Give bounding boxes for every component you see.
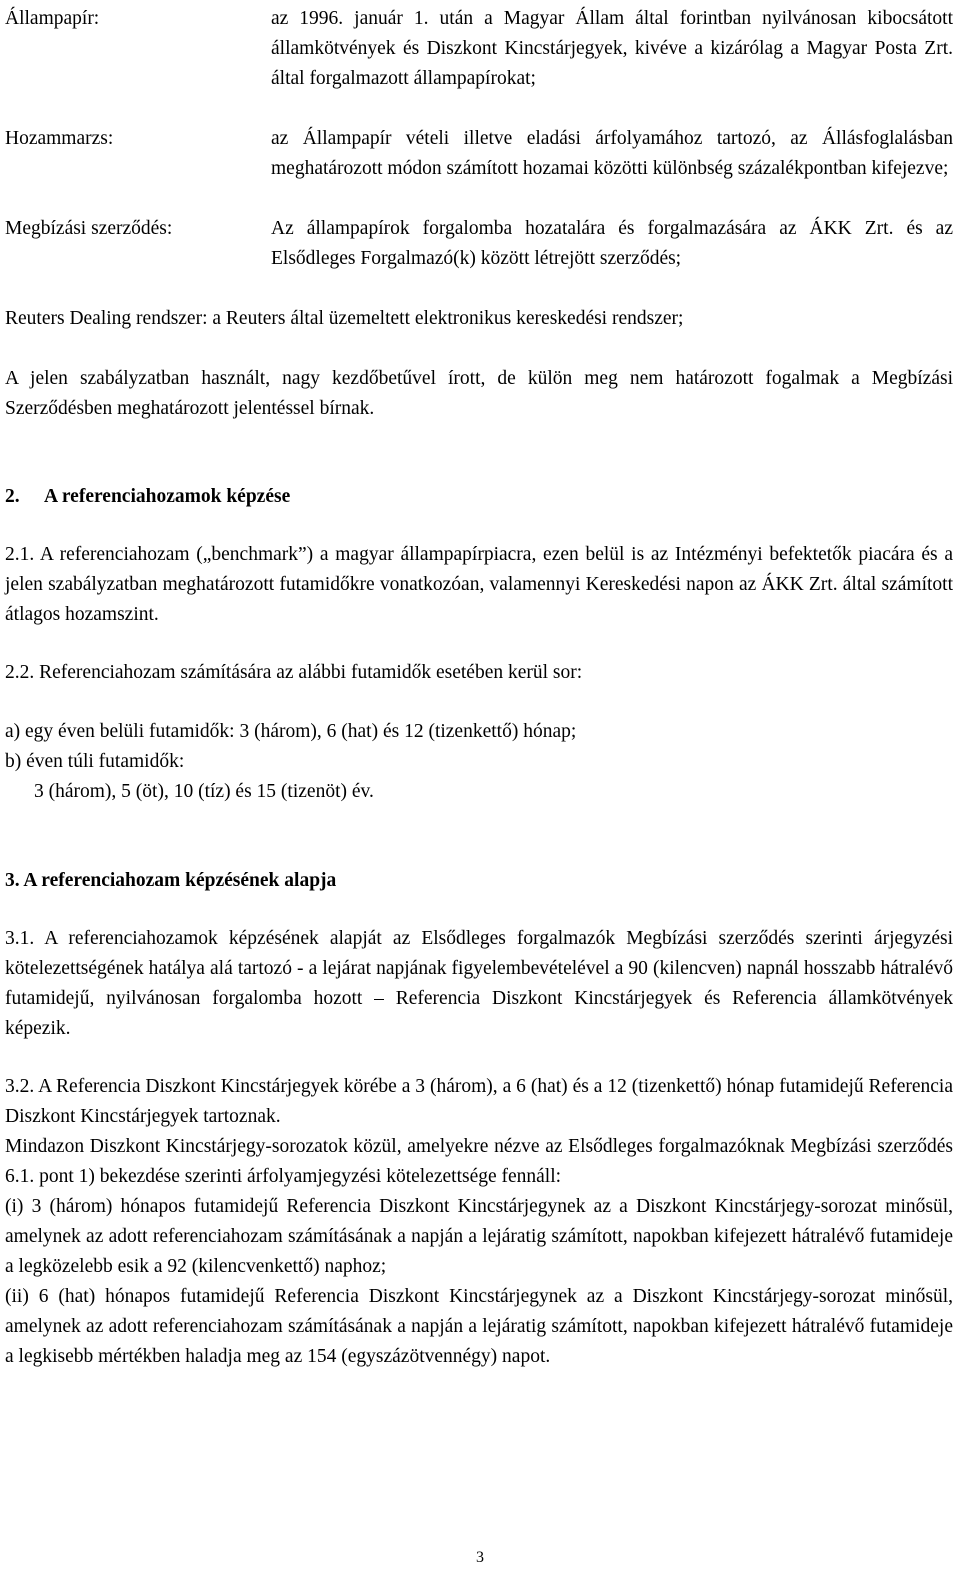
definition-megbizasi-szerzodes	[5, 214, 953, 274]
reuters-definition: Reuters Dealing rendszer: a Reuters által üzemeltett elektronikus kereskedési rendszer;	[5, 308, 684, 329]
paragraph-3-2-ii: (ii) 6 (hat) hónapos futamidejű Referencia Diszkont Kincstárjegynek az a Diszkont Kincstárjegy-sorozat minősül, amelynek az adott referenciahozam számításának a napján a lejáratig számított, napokban kifejezett hátralévő futamideje a legkisebb mértékben haladja meg az 154 (egyszázötvennégy) napot.	[5, 1286, 953, 1367]
section-2-heading: 2. A referenciahozamok képzése	[5, 486, 291, 507]
list-item-a: a) egy éven belüli futamidők: 3 (három), 6 (hat) és 12 (tizenkettő) hónap;	[5, 721, 577, 742]
definition-hozammarzs	[5, 124, 953, 184]
page-number: 3	[476, 1549, 484, 1566]
section-3-heading: 3. A referenciahozam képzésének alapja	[5, 870, 337, 891]
paragraph-3-2-i: (i) 3 (három) hónapos futamidejű Referencia Diszkont Kincstárjegynek az a Diszkont Kincstárjegy-sorozat minősül, amelynek az adott referenciahozam számításának a napján a lejáratig számított, napokban kifejezett hátralévő futamideje a legközelebb esik a 92 (kilencvenkettő) naphoz;	[5, 1196, 953, 1277]
paragraph-3-2: 3.2. A Referencia Diszkont Kincstárjegyek körébe a 3 (három), a 6 (hat) és a 12 (tizenkettő) hónap futamidejű Referencia Diszkont Kincstárjegyek tartoznak.	[5, 1076, 953, 1127]
definition-text: az 1996. január 1. után a Magyar Állam által forintban nyilvánosan kibocsátott államkötvények és Diszkont Kincstárjegyek, kivéve a kizárólag a Magyar Posta Zrt. által forgalmazott állampapírokat;	[271, 8, 953, 89]
definition-term: Állampapír:	[5, 8, 100, 29]
paragraph-2-1: 2.1. A referenciahozam („benchmark”) a magyar állampapírpiacra, ezen belül is az Intézményi befektetők piacára és a jelen szabályzatban meghatározott futamidőkre vonatkozóan, valamennyi Kereskedési napon az ÁKK Zrt. által számított átlagos hozamszint.	[5, 544, 953, 625]
list-item-b: b) éven túli futamidők:	[5, 751, 185, 772]
paragraph-3-1: 3.1. A referenciahozamok képzésének alapját az Elsődleges forgalmazók Megbízási szerződés szerinti árjegyzési kötelezettségének hatálya alá tartozó - a lejárat napjának figyelembevételével a 90 (kilencven) napnál hosszabb hátralévő futamidejű, nyilvánosan forgalomba hozott – Referencia Diszkont Kincstárjegyek és Referencia államkötvények képezik.	[5, 928, 953, 1039]
definition-text: az Állampapír vételi illetve eladási árfolyamához tartozó, az Állásfoglalásban meghatározott módon számított hozamai közötti különbség százalékpontban kifejezve;	[271, 128, 953, 179]
document-page	[5, 4, 953, 1372]
jelen-paragraph: A jelen szabályzatban használt, nagy kezdőbetűvel írott, de külön meg nem határozott fogalmak a Megbízási Szerződésben meghatározott jelentéssel bírnak.	[5, 368, 953, 419]
paragraph-2-2: 2.2. Referenciahozam számítására az alábbi futamidők esetében kerül sor:	[5, 662, 583, 683]
list-item-b-values: 3 (három), 5 (öt), 10 (tíz) és 15 (tizenöt) év.	[34, 781, 374, 802]
paragraph-3-2-continued: Mindazon Diszkont Kincstárjegy-sorozatok közül, amelyekre nézve az Elsődleges forgalmazóknak Megbízási szerződés 6.1. pont 1) bekezdése szerinti árfolyamjegyzési kötelezettsége fennáll:	[5, 1136, 953, 1187]
definition-term: Hozammarzs:	[5, 128, 114, 149]
definition-allampapir	[5, 4, 953, 94]
definition-text: Az állampapírok forgalomba hozatalára és forgalmazására az ÁKK Zrt. és az Elsődleges Forgalmazó(k) között létrejött szerződés;	[271, 218, 953, 269]
definition-term: Megbízási szerződés:	[5, 218, 173, 239]
definition-list	[5, 4, 953, 274]
